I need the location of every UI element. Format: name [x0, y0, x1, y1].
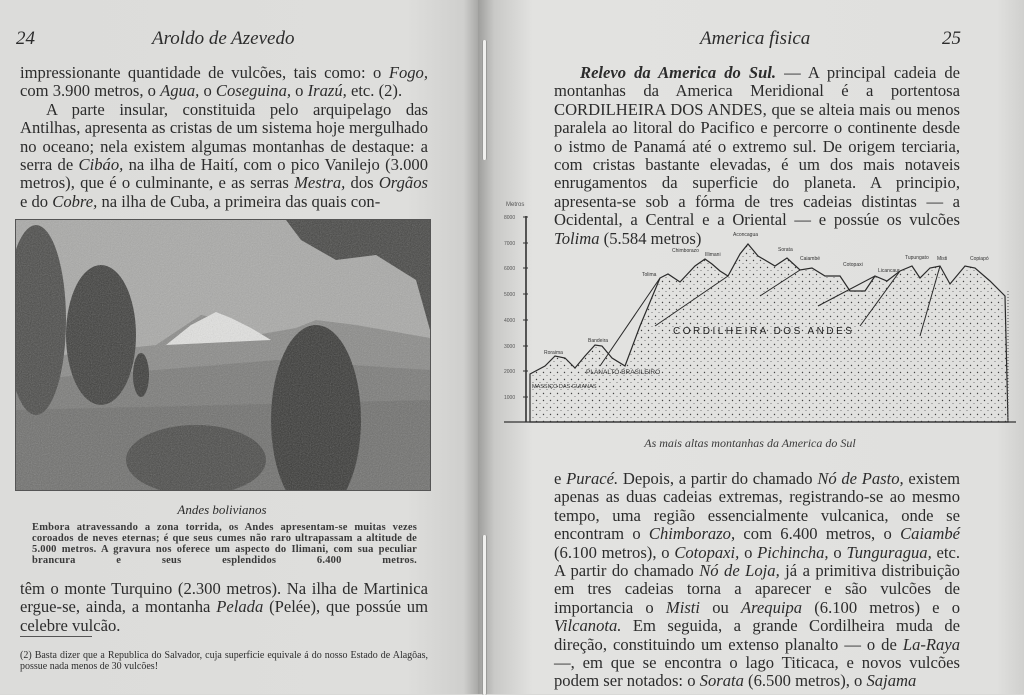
svg-text:5000: 5000	[504, 292, 516, 298]
svg-text:Bandeira: Bandeira	[588, 338, 609, 344]
page-number: 24	[16, 28, 35, 49]
svg-text:Tupungato: Tupungato	[905, 255, 929, 261]
paragraph-2: e Puracé. Depois, a partir do chamado Nó de Pasto, existem apenas as duas cadeias extremas, registrando-se ao mesmo tempo, uma região essencialmente vulcanica, onde se encontram o Chimborazo, com 6.400 metros, o Caiambé (6.100 metros), o Cotopaxi, o Pichincha, o Tunguragua, etc. A partir do chamado Nó de Loja, já a primitiva distribuição em tres cadeias torna a aparecer e são vulcões de importancia o Misti ou Arequipa (6.100 metros) e o Vilcanota. Em seguida, a grande Cordilheira muda de direção, constituindo um extenso planalto — o de La-Raya —, em que se encontra o lago Titicaca, e novos vulcões podem ser notados: o Sorata (6.500 metros), o Sajama	[554, 469, 960, 691]
y-axis-label: Metros	[506, 202, 525, 208]
svg-text:Licancaur: Licancaur	[878, 268, 900, 274]
region-label-guianas: MASSIÇO DAS GUIANAS	[532, 384, 597, 390]
svg-text:Chimborazo: Chimborazo	[672, 248, 699, 254]
binding-thread	[482, 40, 487, 160]
y-axis-ticks	[504, 215, 528, 401]
running-head: Aroldo de Azevedo	[152, 28, 295, 49]
paragraph-1: Relevo da America do Sul. — A principal cadeia de montanhas da America Meridional é a portentosa CORDILHEIRA DOS ANDES, que se alteia mais ou menos paralela ao litoral do Pacifico e percorre o continente desde o istmo de Panamá até o extremo sul. De origem terciaria, com cristas bastante elevadas, é um dos mais notaveis enrugamentos da superficie do planeta. A principio, apresenta-se sob a fórma de tres cadeias distintas — a Ocidental, a Central e a Oriental — e possúe os vulcões Tolima (5.584 metros)	[554, 63, 960, 248]
footnote-divider	[20, 636, 92, 637]
region-label-andes: CORDILHEIRA DOS ANDES	[673, 326, 855, 337]
page-number: 25	[942, 28, 961, 49]
svg-text:Misti: Misti	[937, 256, 948, 262]
svg-text:Cotopaxi: Cotopaxi	[843, 262, 863, 268]
footnote: (2) Basta dizer que a Republica do Salvador, cuja superficie equivale á do nosso Estado de Alagôas, possue nada menos de 30 vulcões!	[20, 650, 428, 672]
svg-text:2000: 2000	[504, 369, 516, 375]
svg-text:Aconcagua: Aconcagua	[733, 232, 759, 238]
left-page	[0, 0, 478, 694]
section-heading: Relevo da America do Sul.	[580, 63, 777, 82]
svg-text:3000: 3000	[504, 344, 516, 350]
andes-landscape-image	[16, 220, 430, 490]
mountain-profile-chart	[500, 196, 1020, 428]
svg-text:1000: 1000	[504, 395, 516, 401]
figure-title: Andes bolivianos	[177, 502, 267, 517]
svg-text:Illimani: Illimani	[705, 252, 721, 258]
paragraph-3: têm o monte Turquino (2.300 metros). Na ilha de Martinica ergue-se, ainda, a montanha Pelada (Pelée), que possúe um celebre vulcão.	[20, 579, 429, 635]
paragraph-1: impressionante quantidade de vulcões, tais como: o Fogo, com 3.900 metros, o Agua, o Coseguina, o Irazú, etc. (2). A parte insular, constituida pelo arquipelago das Antilhas, apresenta as cristas de um sistema hoje mergulhado no oceano; nela existem algumas montanhas de destaque: a serra de Cibáo, na ilha de Haití, com o pico Vanilejo (3.000 metros), que é o culminante, e as serras Mestra, dos Orgãos e do Cobre, na ilha de Cuba, a primeira das quais con-	[20, 63, 428, 211]
svg-text:8000: 8000	[504, 215, 516, 221]
svg-text:4000: 4000	[504, 318, 516, 324]
svg-text:Tolima: Tolima	[642, 272, 657, 278]
chart-caption: As mais altas montanhas da America do Sul	[644, 436, 856, 450]
svg-text:6000: 6000	[504, 266, 516, 272]
svg-text:Copiapó: Copiapó	[970, 256, 989, 262]
binding-thread	[482, 535, 487, 695]
figure-caption: Embora atravessando a zona torrida, os Andes apresentam-se muitas vezes coroados de neves eternas; é que seus cumes não raro ultrapassam a altitude de 5.000 metros. A gravura nos oferece um aspecto do Ilimani, com sua peculiar brancura e seus esplendidos 6.400 metros.	[32, 522, 417, 566]
svg-text:Caiambé: Caiambé	[800, 256, 821, 262]
svg-text:7000: 7000	[504, 241, 516, 247]
andes-photograph	[15, 219, 431, 491]
svg-text:Sorata: Sorata	[778, 247, 793, 253]
running-head: America fisica	[700, 28, 811, 49]
paragraph-2: A parte insular, constituida pelo arquipelago das Antilhas, apresenta as cristas de um sistema hoje mergulhado no oceano; nela existem algumas montanhas de destaque: a serra de Cibáo, na ilha de Haití, com o pico Vanilejo (3.000 metros), que é o culminante, e as serras Mestra, dos Orgãos e do Cobre, na ilha de Cuba, a primeira das quais con-	[20, 99, 428, 211]
region-label-brasileiro: PLANALTO BRASILEIRO	[586, 369, 661, 376]
svg-text:Roraima: Roraima	[544, 350, 563, 356]
